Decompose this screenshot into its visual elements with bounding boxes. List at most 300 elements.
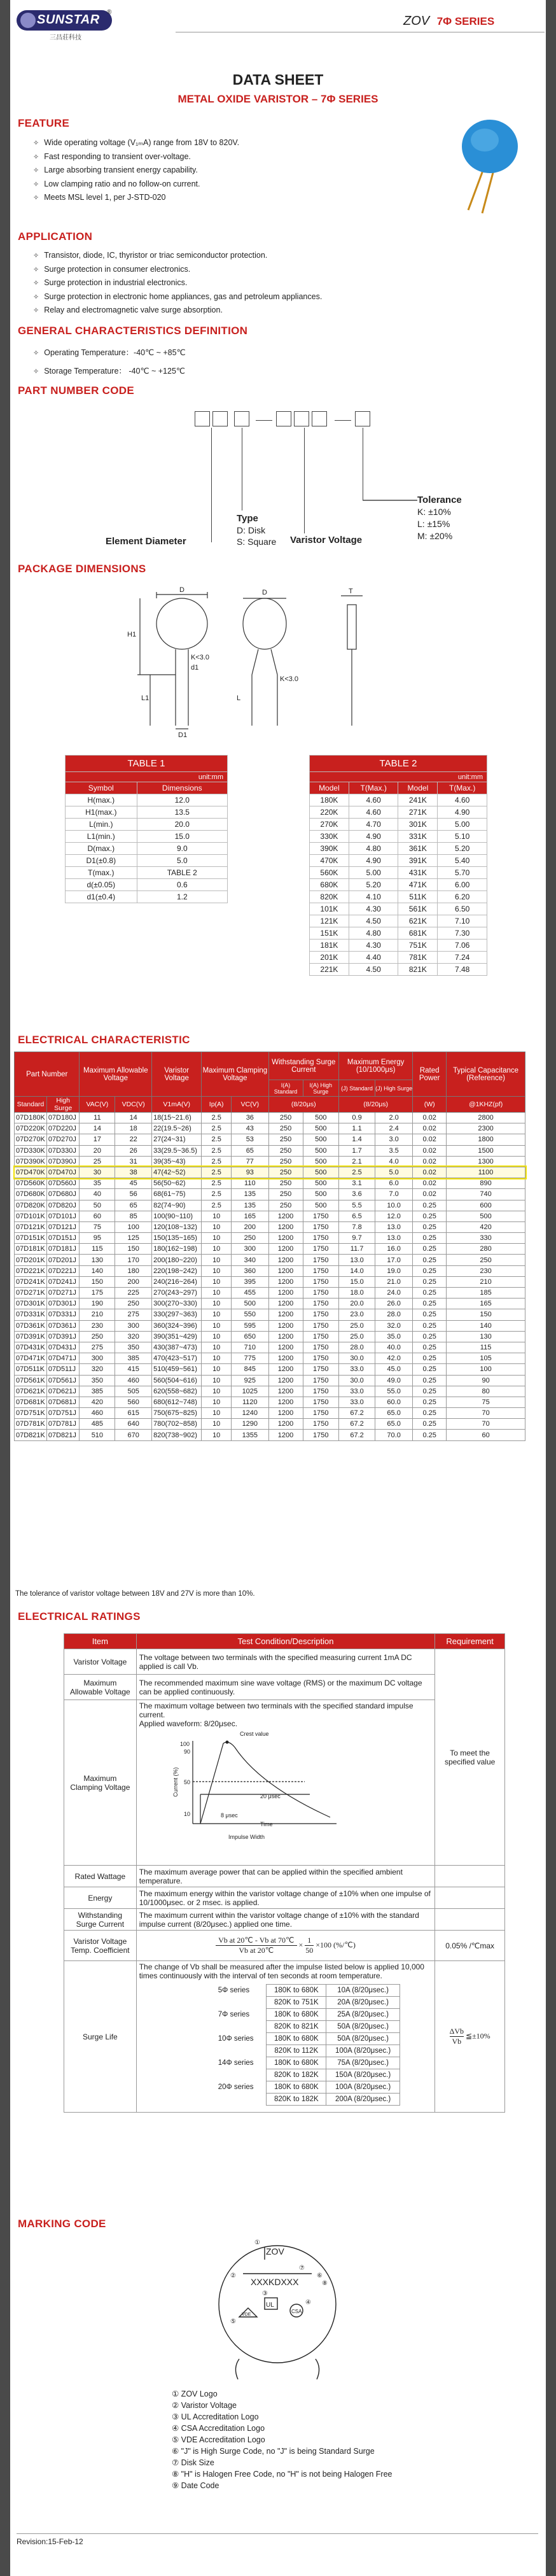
table-cell: 120(108~132) <box>152 1221 202 1232</box>
rating-desc: The maximum voltage between two terminals with the specified standard impulse current. <box>139 1701 414 1719</box>
tick-label: 100 <box>179 1741 190 1747</box>
table-cell: 0.02 <box>413 1145 447 1156</box>
table-cell: 250 <box>268 1123 303 1134</box>
table-cell: 190 <box>80 1299 115 1309</box>
table-cell: d1(±0.4) <box>66 891 137 903</box>
col-header: Item <box>64 1634 137 1649</box>
table-cell: 07D361K <box>15 1320 47 1331</box>
table-cell: 150 <box>115 1244 152 1255</box>
table-row <box>15 1145 525 1156</box>
table-row <box>15 1265 525 1276</box>
table-cell: 751K <box>398 940 438 952</box>
table-cell: 500 <box>303 1134 339 1145</box>
table-cell: 10 <box>202 1221 232 1232</box>
table-cell: 75 <box>80 1221 115 1232</box>
table-cell: 4.50 <box>349 964 398 976</box>
rating-item: Withstanding Surge Current <box>64 1909 137 1931</box>
table-cell: 14Φ series <box>218 2059 254 2067</box>
table-row <box>310 891 487 903</box>
table-cell: 1200 <box>268 1342 303 1353</box>
table-cell: 10 <box>202 1276 232 1287</box>
table-cell: 0.6 <box>137 879 227 891</box>
table-cell: 0.02 <box>413 1134 447 1145</box>
dim-d: D <box>179 586 184 594</box>
col-header: @1KHZ(pf) <box>447 1097 525 1113</box>
table-cell: d(±0.05) <box>66 879 137 891</box>
t8-label: 8 μsec <box>220 1812 238 1819</box>
table-cell: 820K to 751K <box>267 1997 326 2009</box>
table-cell: 4.50 <box>349 915 398 927</box>
table-cell: 39(35~43) <box>152 1156 202 1167</box>
table-cell: 15.0 <box>137 831 227 843</box>
table-cell: 07D680K <box>15 1189 47 1200</box>
table-cell: 110 <box>232 1178 268 1189</box>
table-cell: 10 <box>202 1375 232 1386</box>
col-subheader: (J) Standard <box>339 1080 375 1097</box>
table-cell: 0.25 <box>413 1353 447 1364</box>
table-cell: 07D470K <box>15 1167 47 1178</box>
table-cell: 1750 <box>303 1353 339 1364</box>
table-cell: 0.25 <box>413 1331 447 1342</box>
table-cell: 07D180J <box>46 1113 80 1123</box>
col-header: Typical Capacitance (Reference) <box>447 1052 525 1097</box>
formula-numerator: Vb at 20℃ - Vb at 70℃ <box>216 1936 296 1946</box>
table-cell: 07D471J <box>46 1353 80 1364</box>
formula-mult: × <box>298 1940 303 1950</box>
table-cell <box>216 2069 267 2081</box>
table-cell: 10A (8/20μsec.) <box>326 1985 400 1997</box>
table-cell: 07D331K <box>15 1309 47 1320</box>
col-subheader: (J) High Surge <box>375 1080 413 1097</box>
table-cell: 07D181J <box>46 1244 80 1255</box>
table-cell: 250 <box>232 1233 268 1244</box>
table-cell: 1240 <box>232 1408 268 1419</box>
table-row <box>15 1276 525 1287</box>
table-cell: 180K to 680K <box>267 2057 326 2069</box>
table-cell: 320 <box>115 1331 152 1342</box>
application-title: APPLICATION <box>18 230 93 243</box>
marker: ② <box>230 2272 236 2279</box>
table-cell: 201K <box>310 952 349 964</box>
type-disk: D: Disk <box>237 525 266 535</box>
table-cell: 23.0 <box>339 1309 375 1320</box>
table-cell: 07D270K <box>15 1134 47 1145</box>
list-item: ✧ Storage Temperature： -40℃ ~ +125℃ <box>33 362 186 381</box>
table-cell: 33.0 <box>339 1397 375 1407</box>
table-cell: 43 <box>232 1123 268 1134</box>
table-cell: 2.1 <box>339 1156 375 1167</box>
varistor-voltage-label: Varistor Voltage <box>290 535 363 545</box>
table-cell: 1200 <box>268 1408 303 1419</box>
table-cell: 25.0 <box>339 1320 375 1331</box>
list-item: ✧ Operating Temperature：-40℃ ~ +85℃ <box>33 344 186 362</box>
table-cell: 45.0 <box>375 1364 413 1375</box>
table-cell: 4.30 <box>349 940 398 952</box>
table-cell: 200A (8/20μsec.) <box>326 2094 400 2106</box>
table-row <box>15 1288 525 1299</box>
table-row <box>310 806 487 819</box>
table-cell: 07D821K <box>15 1430 47 1440</box>
table-cell: 115 <box>80 1244 115 1255</box>
table-cell: 100(90~110) <box>152 1211 202 1221</box>
table-cell: 07D511K <box>15 1364 47 1375</box>
table-cell: 2.5 <box>339 1167 375 1178</box>
legend-item: ① ZOV Logo <box>172 2389 218 2398</box>
table-cell: 07D201K <box>15 1255 47 1265</box>
tolerance-heading: Tolerance <box>417 495 462 505</box>
table-cell: T(max.) <box>66 867 137 879</box>
table-cell: 420 <box>80 1397 115 1407</box>
table-cell: 07D271J <box>46 1288 80 1299</box>
table-cell: 07D330K <box>15 1145 47 1156</box>
table-row <box>15 1342 525 1353</box>
table-cell: 7.24 <box>438 952 487 964</box>
table-cell: 180K <box>310 794 349 806</box>
col-header: (W) <box>413 1097 447 1113</box>
life-req-num: ΔVb <box>449 2027 464 2036</box>
table-cell: 7.06 <box>438 940 487 952</box>
table-row <box>66 831 228 843</box>
table-cell: 07D180K <box>15 1113 47 1123</box>
table-cell: H1(max.) <box>66 806 137 819</box>
table-row <box>15 1430 525 1440</box>
table-row <box>15 1211 525 1221</box>
table-cell: 150(135~165) <box>152 1233 202 1244</box>
table-cell: 10 <box>202 1331 232 1342</box>
table-cell: 561K <box>398 903 438 915</box>
table-cell <box>216 1997 267 2009</box>
rating-desc: The recommended maximum sine wave voltage (RMS) or the maximum DC voltage can be applied continuously. <box>136 1675 435 1700</box>
table-cell: 16.0 <box>375 1244 413 1255</box>
table-cell: 1200 <box>268 1233 303 1244</box>
table-row <box>310 855 487 867</box>
table-cell: 180K to 680K <box>267 2033 326 2045</box>
legend-item: ④ CSA Accreditation Logo <box>172 2424 265 2433</box>
table-cell: 300 <box>232 1244 268 1255</box>
table-cell: 30.0 <box>339 1353 375 1364</box>
table-cell: 47(42~52) <box>152 1167 202 1178</box>
table-cell: 1750 <box>303 1408 339 1419</box>
table-cell: 3.0 <box>375 1134 413 1145</box>
table-cell: 1750 <box>303 1430 339 1440</box>
table-cell: 2.5 <box>202 1200 232 1211</box>
table-cell: 25 <box>80 1156 115 1167</box>
list-item: ✧ Surge protection in consumer electronics. <box>33 263 322 277</box>
table-cell: 9.0 <box>137 843 227 855</box>
table-cell: 85 <box>115 1211 152 1221</box>
table-cell: 36 <box>232 1113 268 1123</box>
page-subtitle: METAL OXIDE VARISTOR – 7Φ SERIES <box>177 93 379 105</box>
logo: SUNSTAR 三昌莊科技 ® <box>17 10 112 41</box>
table-cell: 1800 <box>447 1134 525 1145</box>
table-row <box>216 1997 400 2009</box>
table-cell: 1750 <box>303 1364 339 1375</box>
table-cell: 390K <box>310 843 349 855</box>
table-cell: 07D821J <box>46 1430 80 1440</box>
list-item: ✧ Surge protection in industrial electronics. <box>33 276 322 290</box>
table-cell: 845 <box>232 1364 268 1375</box>
table-cell: 1750 <box>303 1375 339 1386</box>
list-item: ✧ Low clamping ratio and no follow-on current. <box>33 178 239 192</box>
table-cell: 6.50 <box>438 903 487 915</box>
table-cell: 500 <box>303 1178 339 1189</box>
table-cell: 275 <box>115 1309 152 1320</box>
table-cell: 5Φ series <box>218 1987 250 1994</box>
table-cell <box>216 2094 267 2106</box>
logo-subtext: 三昌莊科技 <box>50 34 81 41</box>
electrical-note: The tolerance of varistor voltage between 18V and 27V is more than 10%. <box>15 1590 255 1598</box>
table-cell: 270(243~297) <box>152 1288 202 1299</box>
general-title: GENERAL CHARACTERISTICS DEFINITION <box>18 325 248 337</box>
table-cell: 07D820K <box>15 1200 47 1211</box>
impulse-waveform-chart <box>165 1728 356 1843</box>
marking-title: MARKING CODE <box>18 2218 106 2230</box>
table-cell <box>216 2021 267 2033</box>
life-req-den: Vb <box>452 2037 462 2046</box>
table-cell: 560 <box>115 1397 152 1407</box>
table-cell: 181K <box>310 940 349 952</box>
table-cell: 15.0 <box>339 1276 375 1287</box>
list-item: ✧ Wide operating voltage (V₁ₘA) range from 18V to 820V. <box>33 136 239 150</box>
table-cell: 07D361J <box>46 1320 80 1331</box>
formula-tail: ×100 (%/℃) <box>316 1940 356 1950</box>
table-cell: 560K <box>310 867 349 879</box>
impulse-width-label: Impulse Width <box>228 1834 265 1840</box>
marking-legend <box>172 2388 393 2491</box>
table-cell: 07D470J <box>46 1167 80 1178</box>
table-cell: 6.20 <box>438 891 487 903</box>
table-cell: 0.25 <box>413 1309 447 1320</box>
table-cell: 781K <box>398 952 438 964</box>
table-cell: 225 <box>115 1288 152 1299</box>
table-cell: 230 <box>447 1265 525 1276</box>
table-cell: 175 <box>80 1288 115 1299</box>
table-cell: 621K <box>398 915 438 927</box>
table-cell: 1355 <box>232 1430 268 1440</box>
table-row <box>15 1255 525 1265</box>
table-cell: 4.70 <box>349 819 398 831</box>
table-cell: 650 <box>232 1331 268 1342</box>
table-row <box>15 1123 525 1134</box>
table-cell: 7.10 <box>438 915 487 927</box>
table-cell: 07D390K <box>15 1156 47 1167</box>
life-requirement <box>435 1961 505 2113</box>
col-header: Standard <box>15 1097 47 1113</box>
col-header: Ip(A) <box>202 1097 232 1113</box>
table-cell: 2.5 <box>202 1113 232 1123</box>
table-cell: 13.5 <box>137 806 227 819</box>
col-subheader: I(A) Standard <box>268 1080 303 1097</box>
table-cell: 180K to 680K <box>267 2009 326 2021</box>
legend-item: ② Varistor Voltage <box>172 2401 237 2410</box>
table-cell: 21.0 <box>375 1276 413 1287</box>
table-cell: 10 <box>202 1299 232 1309</box>
table-2-header: T(Max.) <box>438 782 487 794</box>
table-cell: 2.4 <box>375 1123 413 1134</box>
table-cell: 10 <box>202 1342 232 1353</box>
table-cell: 500 <box>303 1156 339 1167</box>
table-cell: 150A (8/20μsec.) <box>326 2069 400 2081</box>
dim-k: K<3.0 <box>191 654 210 661</box>
tol-k: K: ±10% <box>417 507 451 517</box>
table-cell: 26 <box>115 1145 152 1156</box>
table-cell: 820K to 112K <box>267 2045 326 2057</box>
table-cell: 07D681J <box>46 1397 80 1407</box>
table-cell: 270K <box>310 819 349 831</box>
logo-text: SUNSTAR <box>37 13 100 27</box>
table-cell: 140 <box>80 1265 115 1276</box>
table-cell: 07D781K <box>15 1419 47 1430</box>
table-cell: 680K <box>310 879 349 891</box>
table-cell: 1750 <box>303 1221 339 1232</box>
table-cell: 330(297~363) <box>152 1309 202 1320</box>
table-cell: 33.0 <box>339 1364 375 1375</box>
table-cell: 07D121K <box>15 1221 47 1232</box>
table-cell: 0.02 <box>413 1167 447 1178</box>
table-cell: 07D151K <box>15 1233 47 1244</box>
table-cell: 121K <box>310 915 349 927</box>
table-cell: 14 <box>115 1113 152 1123</box>
table-cell: 0.9 <box>339 1113 375 1123</box>
table-cell: 105 <box>447 1353 525 1364</box>
table-cell: 0.25 <box>413 1419 447 1430</box>
table-row <box>310 879 487 891</box>
table-cell: 0.25 <box>413 1299 447 1309</box>
formula-one: 1 <box>305 1936 314 1946</box>
table-cell: 17 <box>80 1134 115 1145</box>
table-cell: 12.0 <box>375 1211 413 1221</box>
table-cell: 300 <box>80 1353 115 1364</box>
table-cell: 07D431J <box>46 1342 80 1353</box>
table-cell: 300 <box>115 1320 152 1331</box>
part-number-leaders <box>10 0 546 573</box>
table-cell: 165 <box>232 1211 268 1221</box>
table-cell: 640 <box>115 1419 152 1430</box>
table-cell: 1750 <box>303 1299 339 1309</box>
table-row <box>15 1156 525 1167</box>
table-row <box>310 940 487 952</box>
table-row <box>216 2094 400 2106</box>
table-cell: 1200 <box>268 1288 303 1299</box>
table-cell: 07D820J <box>46 1200 80 1211</box>
table-cell: 60.0 <box>375 1397 413 1407</box>
table-cell: 07D301K <box>15 1299 47 1309</box>
feature-title: FEATURE <box>18 117 70 129</box>
table-cell: 10 <box>202 1408 232 1419</box>
table-cell: 30 <box>80 1167 115 1178</box>
table-cell: 42.0 <box>375 1353 413 1364</box>
table-cell: 07D181K <box>15 1244 47 1255</box>
table-cell: 60 <box>80 1211 115 1221</box>
surge-life-table <box>216 1984 400 2106</box>
table-cell: 135 <box>232 1189 268 1200</box>
table-cell: 10 <box>202 1353 232 1364</box>
marker: ① <box>254 2239 260 2246</box>
part-number-title: PART NUMBER CODE <box>18 384 134 397</box>
table-cell: 1200 <box>268 1211 303 1221</box>
table-cell: 4.90 <box>438 806 487 819</box>
table-cell: 0.25 <box>413 1408 447 1419</box>
tick-label: 50 <box>183 1779 190 1785</box>
table-cell: 115 <box>447 1342 525 1353</box>
table-cell: 0.25 <box>413 1320 447 1331</box>
table-cell: 20.0 <box>137 819 227 831</box>
table-cell: 17.0 <box>375 1255 413 1265</box>
table-cell: 77 <box>232 1156 268 1167</box>
legend-item: ⑨ Date Code <box>172 2481 219 2490</box>
table-cell: 07D301J <box>46 1299 80 1309</box>
table-cell: 4.80 <box>349 927 398 940</box>
table-cell: 250 <box>268 1156 303 1167</box>
table-cell: 2.5 <box>202 1156 232 1167</box>
col-header: (8/20μs) <box>268 1097 339 1113</box>
table-cell: 14 <box>80 1123 115 1134</box>
table-cell: 775 <box>232 1353 268 1364</box>
table-cell: 250 <box>268 1167 303 1178</box>
table-row <box>66 794 228 806</box>
table-row <box>15 1167 525 1178</box>
table-cell: 67.2 <box>339 1419 375 1430</box>
series-name: 7Φ SERIES <box>436 15 495 27</box>
table-cell: 0.25 <box>413 1430 447 1440</box>
table-cell: 50A (8/20μsec.) <box>326 2033 400 2045</box>
col-header: Test Condition/Description <box>136 1634 435 1649</box>
table-cell: 0.25 <box>413 1200 447 1211</box>
table-row <box>310 927 487 940</box>
table-row <box>310 952 487 964</box>
table-cell: 150 <box>447 1309 525 1320</box>
table-cell: 07D391K <box>15 1331 47 1342</box>
table-cell: 821K <box>398 964 438 976</box>
table-row <box>216 1985 400 1997</box>
table-cell: 30.0 <box>339 1375 375 1386</box>
table-row <box>15 1178 525 1189</box>
table-cell: 680(612~748) <box>152 1397 202 1407</box>
table-cell: 50 <box>80 1200 115 1211</box>
table-cell: 70.0 <box>375 1430 413 1440</box>
table-cell: 22 <box>115 1134 152 1145</box>
table-cell: 07D511J <box>46 1364 80 1375</box>
table-cell: 470(423~517) <box>152 1353 202 1364</box>
table-cell: 68(61~75) <box>152 1189 202 1200</box>
col-header: VAC(V) <box>80 1097 115 1113</box>
table-cell: 200 <box>115 1276 152 1287</box>
table-cell: 280 <box>447 1244 525 1255</box>
table-cell: 33(29.5~36.5) <box>152 1145 202 1156</box>
table-1 <box>65 755 228 903</box>
table-cell: 455 <box>232 1288 268 1299</box>
table-cell: 250 <box>268 1200 303 1211</box>
marking-vde: VDE <box>242 2312 251 2317</box>
table-cell: 0.25 <box>413 1211 447 1221</box>
legend-item: ⑧ "H" is Halogen Free Code, no "H" is not being Halogen Free <box>172 2470 393 2479</box>
table-cell: 460 <box>80 1408 115 1419</box>
table-cell: 1750 <box>303 1342 339 1353</box>
table-cell: 1200 <box>268 1244 303 1255</box>
table-cell: 7.30 <box>438 927 487 940</box>
table-cell: 07D101K <box>15 1211 47 1221</box>
table-cell: 67.2 <box>339 1408 375 1419</box>
table-row <box>216 2021 400 2033</box>
legend-item: ⑥ "J" is High Surge Code, no "J" is being Standard Surge <box>172 2447 375 2456</box>
table-row <box>15 1364 525 1375</box>
table-cell: 5.20 <box>349 879 398 891</box>
table-cell: 4.40 <box>349 952 398 964</box>
table-cell: 1750 <box>303 1211 339 1221</box>
table-cell: 13.0 <box>339 1255 375 1265</box>
table-cell: 500 <box>232 1299 268 1309</box>
table-cell: 31 <box>115 1156 152 1167</box>
